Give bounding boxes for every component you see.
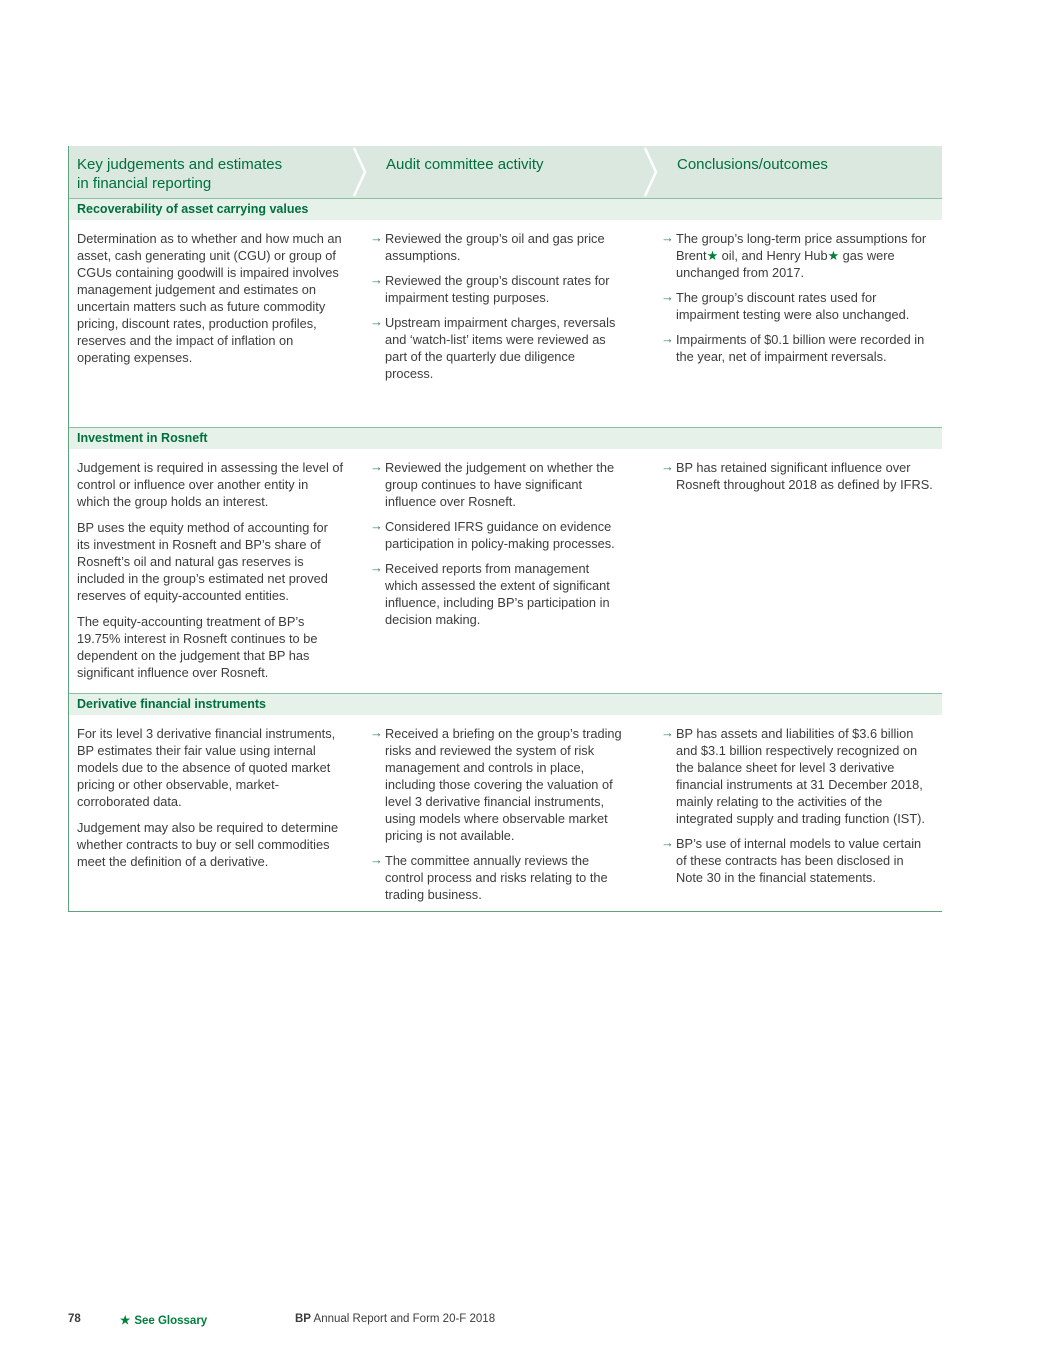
see-glossary-label: See Glossary [134, 1315, 208, 1327]
paragraph: BP uses the equity method of accounting for its investment in Rosneft and BP’s share of Rosneft’s oil and natural gas reserves is included in the group’s estimated net proved reserves of equity-accounted entities. [77, 520, 328, 603]
judgements-column [69, 230, 360, 427]
bullet-item [661, 459, 934, 493]
arrow-right-icon: → [661, 459, 674, 474]
chevron-separator-icon [643, 146, 659, 198]
bullet-item [661, 331, 934, 365]
paragraph: Determination as to whether and how much an asset, cash generating unit (CGU) or group of CGUs containing goodwill is impaired involves management judgement and estimates on uncertain matters such as future commodity pricing, discount rates, production profiles, reserves and the impact of inflation on operating expenses. [77, 231, 342, 365]
arrow-right-icon: → [370, 852, 383, 867]
section-title-recoverability: Recoverability of asset carrying values [69, 198, 942, 220]
bullet-item [661, 835, 934, 886]
paragraph: Judgement may also be required to determine whether contracts to buy or sell commodities meet the definition of a derivative. [77, 820, 339, 869]
activity-column [360, 725, 651, 911]
bullet-text: Considered IFRS guidance on evidence participation in policy-making processes. [385, 519, 615, 551]
bullet-item [661, 725, 934, 827]
arrow-right-icon: → [370, 725, 383, 740]
arrow-right-icon: → [661, 331, 674, 346]
conclusions-column [651, 459, 942, 693]
glossary-star-icon: ★ [120, 1315, 131, 1327]
bullet-text: Reviewed the group’s oil and gas price assumptions. [385, 231, 605, 263]
header-conclusions: Conclusions/outcomes [677, 156, 828, 173]
bullet-item [370, 725, 623, 844]
bullet-text: The group’s long-term price assumptions for Brent★ oil, and Henry Hub★ gas were unchanged from 2017. [676, 231, 927, 280]
section-title-derivatives: Derivative financial instruments [69, 693, 942, 715]
paragraph: Judgement is required in assessing the level of control or influence over another entity in which the group holds an interest. [77, 460, 344, 509]
bullet-item [661, 230, 934, 281]
see-glossary-link [120, 1313, 207, 1327]
report-title-bold: BP [295, 1313, 311, 1325]
bullet-text: The committee annually reviews the control process and risks relating to the trading business. [385, 853, 608, 902]
header-audit-activity: Audit committee activity [386, 156, 544, 173]
report-title [295, 1313, 495, 1325]
bullet-item [370, 230, 623, 264]
bullet-text: Received reports from management which assessed the extent of significant influence, including BP’s participation in decision making. [385, 561, 610, 627]
judgements-column [69, 725, 360, 911]
judgements-column [69, 459, 360, 693]
bullet-text: Reviewed the judgement on whether the group continues to have significant influence over Rosneft. [385, 460, 615, 509]
arrow-right-icon: → [370, 230, 383, 245]
bullet-item [370, 314, 623, 382]
arrow-right-icon: → [370, 560, 383, 575]
bullet-text: BP’s use of internal models to value certain of these contracts has been disclosed in Note 30 in the financial statements. [676, 836, 922, 885]
arrow-right-icon: → [370, 314, 383, 329]
key-judgements-table [68, 146, 942, 912]
bullet-text: The group’s discount rates used for impairment testing were also unchanged. [676, 290, 910, 322]
header-key-judgements: Key judgements and estimates in financial reporting [77, 156, 283, 192]
bullet-text: BP has retained significant influence over Rosneft throughout 2018 as defined by IFRS. [676, 460, 933, 492]
bullet-text: Reviewed the group’s discount rates for impairment testing purposes. [385, 273, 610, 305]
bullet-item [370, 518, 623, 552]
arrow-right-icon: → [661, 289, 674, 304]
bullet-text: BP has assets and liabilities of $3.6 billion and $3.1 billion respectively recognized on the balance sheet for level 3 derivative financial instruments at 31 December 2018, mainly relating to the activities of the integrated supply and trading function (IST). [676, 726, 925, 826]
activity-column [360, 230, 651, 427]
paragraph: For its level 3 derivative financial instruments, BP estimates their fair value using internal models due to the absence of quoted market pricing or other observable, market-corroborated data. [77, 726, 336, 809]
table-header [69, 146, 942, 198]
bullet-item [370, 560, 623, 628]
section-derivatives [69, 715, 942, 911]
glossary-star-icon: ★ [706, 248, 719, 263]
arrow-right-icon: → [661, 725, 674, 740]
arrow-right-icon: → [370, 272, 383, 287]
bullet-item [370, 272, 623, 306]
bullet-text: Received a briefing on the group’s trading risks and reviewed the system of risk management and controls in place, including those covering the valuation of level 3 derivative financial instruments, using models where observable market pricing is not available. [385, 726, 622, 843]
arrow-right-icon: → [370, 518, 383, 533]
arrow-right-icon: → [661, 230, 674, 245]
glossary-star-icon: ★ [827, 248, 840, 263]
bullet-text: Upstream impairment charges, reversals and ‘watch-list’ items were reviewed as part of the quarterly due diligence process. [385, 315, 616, 381]
arrow-right-icon: → [370, 459, 383, 474]
section-title-rosneft: Investment in Rosneft [69, 427, 942, 449]
conclusions-column [651, 230, 942, 427]
report-title-rest: Annual Report and Form 20-F 2018 [313, 1313, 496, 1325]
bullet-item [370, 459, 623, 510]
section-recoverability [69, 220, 942, 427]
arrow-right-icon: → [661, 835, 674, 850]
paragraph: The equity-accounting treatment of BP’s 19.75% interest in Rosneft continues to be dependent on the judgement that BP has significant influence over Rosneft. [77, 614, 318, 680]
bullet-item [370, 852, 623, 903]
activity-column [360, 459, 651, 693]
conclusions-column [651, 725, 942, 911]
page-footer [68, 1313, 941, 1333]
page-number: 78 [68, 1313, 81, 1325]
bullet-text: Impairments of $0.1 billion were recorded in the year, net of impairment reversals. [676, 332, 925, 364]
chevron-separator-icon [352, 146, 368, 198]
section-rosneft [69, 449, 942, 693]
bullet-item [661, 289, 934, 323]
